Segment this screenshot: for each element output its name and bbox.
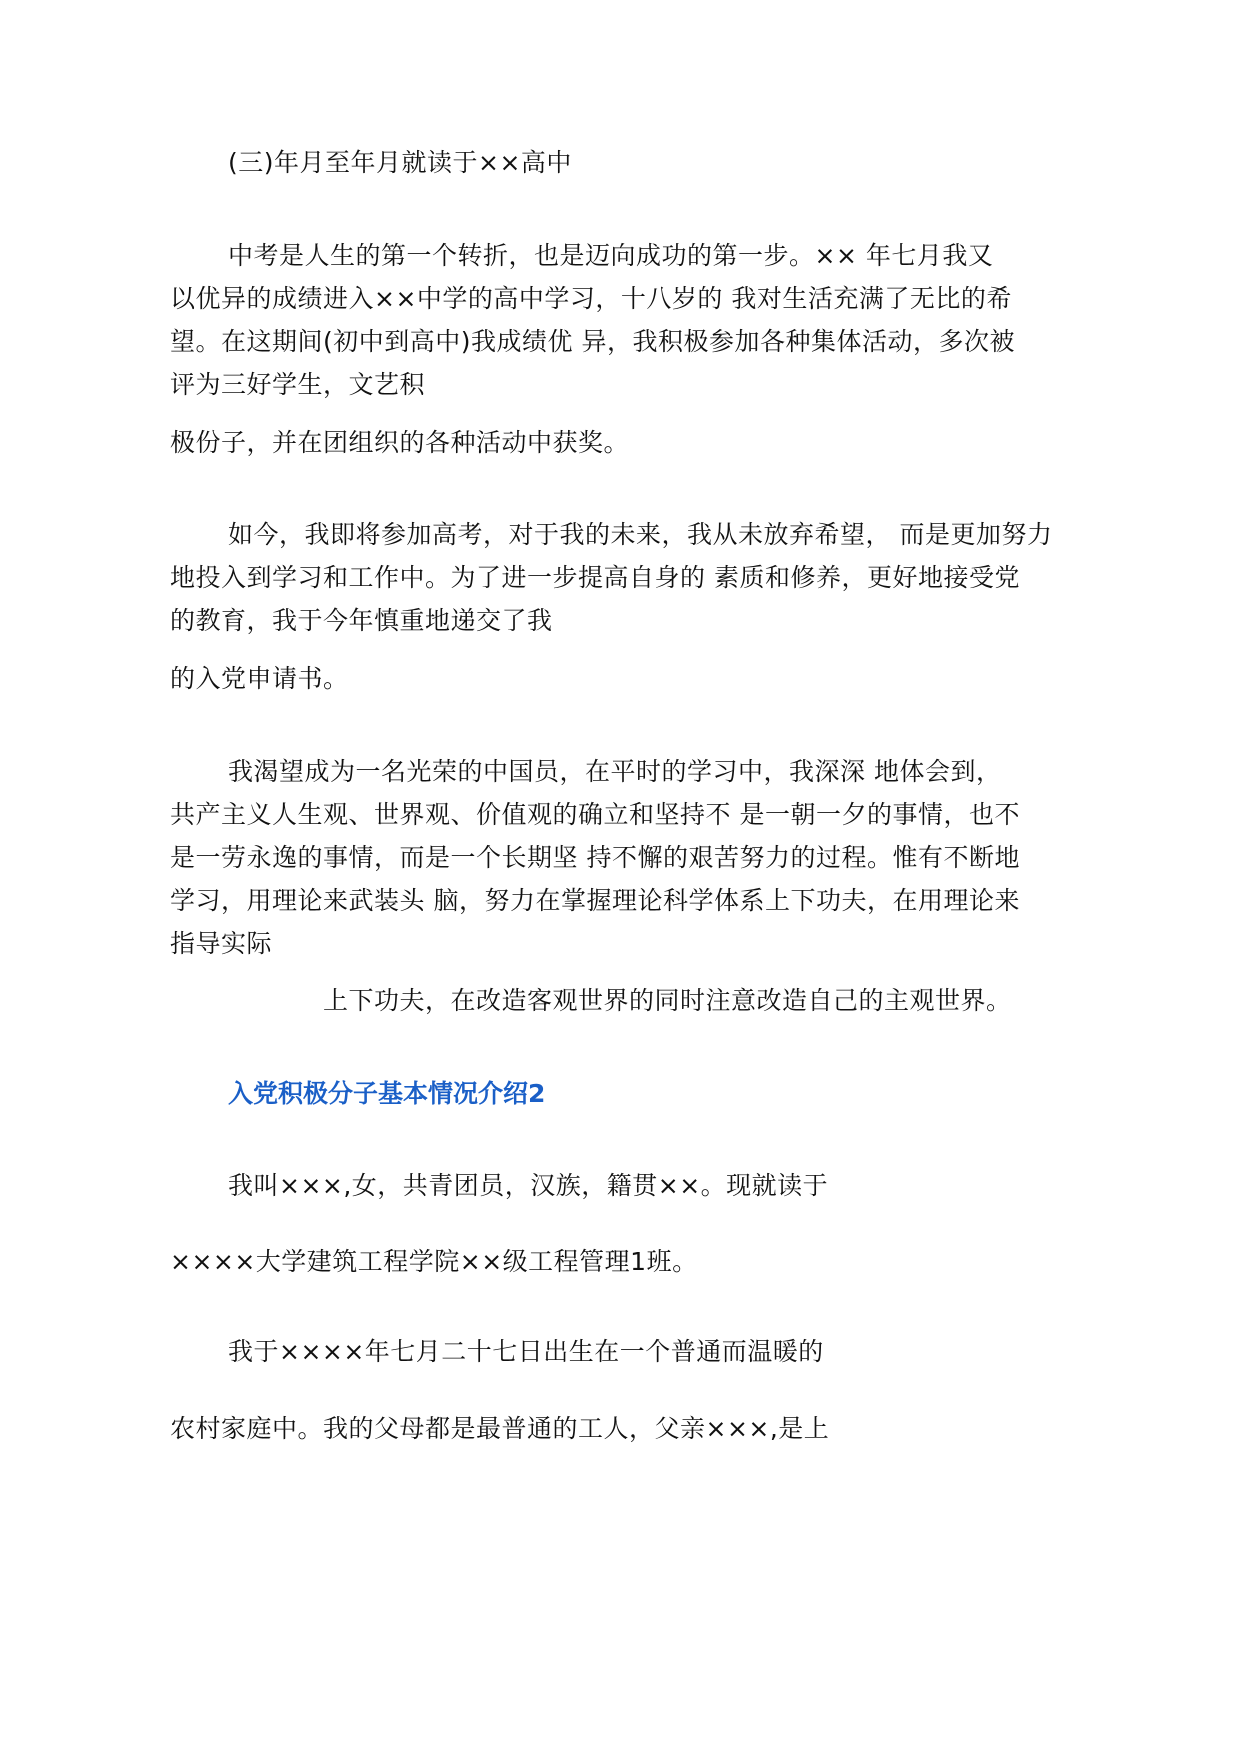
paragraph-line: 我于××××年七月二十七日出生在一个普通而温暖的 — [228, 1337, 824, 1366]
paragraph-line: 是一劳永逸的事情，而是一个长期坚 持不懈的艰苦努力的过程。惟有不断地 — [170, 843, 1020, 872]
paragraph-line: 以优异的成绩进入××中学的高中学习，十八岁的 我对生活充满了无比的希 — [170, 284, 1012, 313]
paragraph-line: 中考是人生的第一个转折，也是迈向成功的第一步。×× 年七月我又 — [228, 241, 994, 270]
paragraph-line: 评为三好学生，文艺积 — [170, 370, 426, 399]
paragraph-line: 如今，我即将参加高考，对于我的未来，我从未放弃希望， 而是更加努力 — [228, 520, 1053, 549]
paragraph-line: 上下功夫，在改造客观世界的同时注意改造自己的主观世界。 — [323, 986, 1012, 1015]
section-heading: 入党积极分子基本情况介绍2 — [228, 1079, 546, 1108]
paragraph-line: 的入党申请书。 — [170, 664, 349, 693]
paragraph-line: 我渴望成为一名光荣的中国员，在平时的学习中，我深深 地体会到， — [228, 757, 1002, 786]
paragraph-line: 农村家庭中。我的父母都是最普通的工人，父亲×××,是上 — [170, 1414, 830, 1443]
paragraph-line: 共产主义人生观、世界观、价值观的确立和坚持不 是一朝一夕的事情，也不 — [170, 800, 1020, 829]
section-subtitle: (三)年月至年月就读于××高中 — [228, 148, 572, 177]
paragraph-line: 极份子，并在团组织的各种活动中获奖。 — [170, 428, 630, 457]
paragraph-line: 地投入到学习和工作中。为了进一步提高自身的 素质和修养，更好地接受党 — [170, 563, 1020, 592]
paragraph-line: 学习，用理论来武装头 脑，努力在掌握理论科学体系上下功夫，在用理论来 — [170, 886, 1020, 915]
paragraph-line: 的教育，我于今年慎重地递交了我 — [170, 606, 553, 635]
paragraph-line: 指导实际 — [170, 929, 273, 958]
paragraph-line: ××××大学建筑工程学院××级工程管理1班。 — [170, 1247, 698, 1276]
paragraph-line: 我叫×××,女，共青团员，汉族，籍贯××。现就读于 — [228, 1171, 829, 1200]
paragraph-line: 望。在这期间(初中到高中)我成绩优 异，我积极参加各种集体活动，多次被 — [170, 327, 1015, 356]
